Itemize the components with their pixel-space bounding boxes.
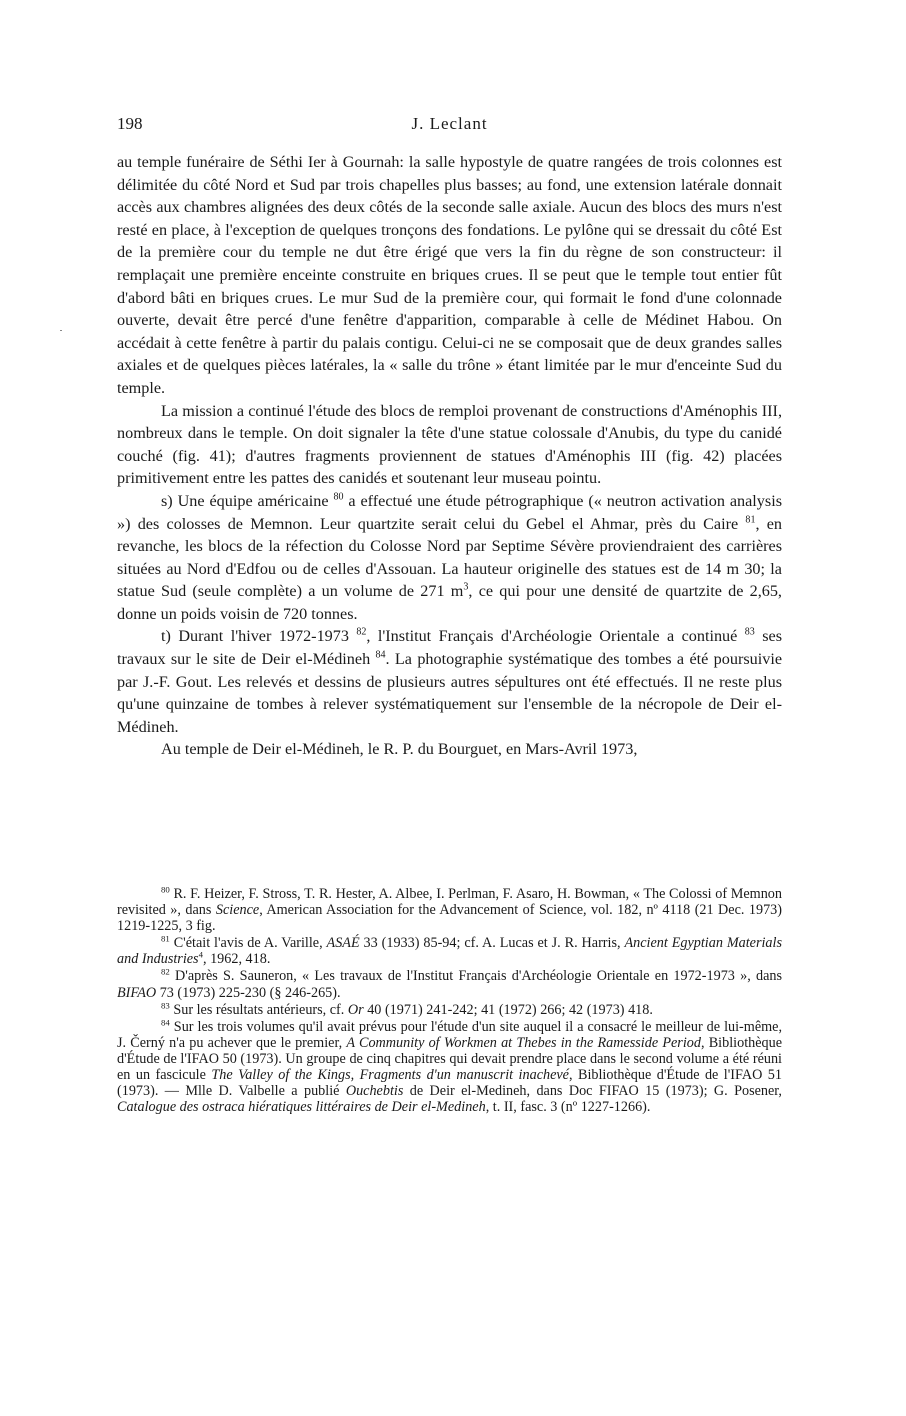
- footnote-text: 40 (1971) 241-242; 41 (1972) 266; 42 (1973) 418.: [363, 1001, 653, 1018]
- running-head: J. Leclant: [411, 114, 488, 133]
- footnote: [117, 935, 782, 967]
- book-title: Ouchebtis: [345, 1083, 404, 1100]
- footnote-number: 83: [161, 999, 170, 1010]
- footnote-ref[interactable]: 81: [745, 514, 756, 526]
- footnote-ref[interactable]: 84: [375, 649, 386, 661]
- footnote: [117, 1019, 782, 1116]
- footnote: [117, 886, 782, 934]
- text-run: ses travaux sur le site de Deir el-Médineh: [117, 627, 782, 669]
- text-run: , en revanche, les blocs de la réfection du Colosse Nord par Septime Sévère proviendraient des carrières situées au Nord d'Edfou ou de celles d'Assouan. La hauteur originelle des statues est de 14 m 30; la statue Sud (seule complète) a un volume de 271 m: [117, 514, 783, 601]
- footnote-text: , 1962, 418.: [202, 951, 271, 968]
- footnote-number: 80: [161, 884, 170, 895]
- margin-mark: [60, 330, 62, 331]
- footnotes: [117, 886, 782, 1116]
- footnote-text: de Deir el-Medineh, dans Doc FIFAO 15 (1973); G. Posener,: [403, 1083, 782, 1100]
- text-run: t) Durant l'hiver 1972-1973: [161, 627, 357, 646]
- text-run: , ce qui pour une densité de quartzite de 2,65, donne un poids voisin de 720 tonnes.: [117, 582, 782, 623]
- book-title: A Community of Workmen at Thebes in the Ramesside Period: [346, 1034, 701, 1051]
- text-run: a effectué une étude pétrographique (« neutron activation analysis ») des colosses de Memnon. Leur quartzite serait celui du Gebel el Ahmar, près du Caire: [117, 491, 782, 533]
- footnote-number: 84: [161, 1017, 170, 1028]
- footnote-text: D'après S. Sauneron, « Les travaux de l'Institut Français d'Archéologie Orientale en 1972-1973 », dans: [169, 968, 782, 985]
- footnote-number: 82: [161, 966, 170, 977]
- page-header: [117, 114, 782, 140]
- footnote-text: , Bibliothèque d'Étude de l'IFAO 51 (1973). — Mlle D. Valbelle a publié: [117, 1067, 782, 1100]
- footnote-ref[interactable]: 80: [333, 491, 344, 503]
- journal-title: Science: [215, 902, 260, 919]
- footnote: [117, 999, 782, 1018]
- footnote-text: , American Association for the Advancement of Science, vol. 182, nº 4118 (21 Dec. 1973) 1219-1225, 3 fig.: [117, 902, 782, 935]
- text-run: . La photographie systématique des tombes a été poursuivie par J.-F. Gout. Les relevés et dessins de plusieurs autres sépultures ont été effectués. Il ne reste plus qu'une quinzaine de tombes à relever systématiquement sur l'ensemble de la nécropole de Deir el-Médineh.: [117, 650, 783, 736]
- book-title: Catalogue des ostraca hiératiques littéraires de Deir el-Medineh: [117, 1099, 486, 1116]
- journal-title: Or: [347, 1001, 364, 1018]
- paragraph: [117, 490, 782, 626]
- journal-title: BIFAO: [117, 984, 157, 1001]
- footnote-ref[interactable]: 82: [356, 627, 367, 639]
- footnote: [117, 968, 782, 1000]
- main-text: [117, 151, 782, 761]
- footnote-number: 81: [161, 933, 170, 944]
- paragraph: au temple funéraire de Séthi Ier à Gournah: la salle hypostyle de quatre rangées de trois colonnes est délimitée du côté Nord et Sud par trois chapelles plus basses; au fond, une extension latérale donnait accès aux chambres alignées des deux côtés de la seconde salle axiale. Aucun des blocs des murs n'est resté en place, à l'exception de quelques tronçons des fondations. Le pylône qui se dressait du côté Est de la première cour du temple ne dut être érigé que vers la fin du règne de son constructeur: il remplaçait une première enceinte construite en briques crues. Il se peut que le temple tout entier fût d'abord bâti en briques crues. Le mur Sud de la première cour, qui formait le fond d'une colonnade ouverte, devait être percé d'une fenêtre d'apparition, comparable à celle de Médinet Habou. On accédait à cette fenêtre à partir du palais contigu. Celui-ci ne se composait que de deux grandes salles axiales et de quelques pièces latérales, la « salle du trône » étant limitée par le mur d'enceinte Sud du temple.: [117, 153, 782, 397]
- footnote-text: Sur les trois volumes qu'il avait prévus pour l'étude d'un site auquel il a consacré le meilleur de lui-même, J. Černý n'a pu achever que le premier,: [117, 1018, 782, 1051]
- footnote-text: , t. II, fasc. 3 (nº 1227-1266).: [485, 1099, 651, 1116]
- book-title: Ancient Egyptian Materials and Industries: [117, 935, 782, 968]
- exponent: 3: [463, 581, 469, 593]
- footnote-text: C'était l'avis de A. Varille,: [169, 935, 327, 952]
- footnote-text: 33 (1933) 85-94; cf. A. Lucas et J. R. Harris,: [359, 935, 625, 952]
- footnote-text: Sur les résultats antérieurs, cf.: [169, 1001, 348, 1018]
- book-title: The Valley of the Kings, Fragments d'un manuscrit inachevé: [211, 1067, 569, 1084]
- footnote-text: , Bibliothèque d'Étude de l'IFAO 50 (1973). Un groupe de cinq chapitres qui devait prendre place dans le second volume a été réuni en un fascicule: [117, 1034, 783, 1084]
- paragraph: [117, 625, 782, 738]
- page-number: 198: [117, 114, 143, 133]
- footnote-text: 73 (1973) 225-230 (§ 246-265).: [156, 984, 341, 1001]
- paragraph: La mission a continué l'étude des blocs de remploi provenant de constructions d'Aménophis III, nombreux dans le temple. On doit signaler la tête d'une statue colossale d'Anubis, du type du canidé couché (fig. 41); d'autres fragments proviennent de statues d'Aménophis III (fig. 42) placées primitivement entre les pattes des canidés et soutenant leur museau pointu.: [117, 401, 782, 488]
- paragraph: Au temple de Deir el-Médineh, le R. P. du Bourguet, en Mars-Avril 1973,: [161, 740, 638, 759]
- footnote-ref[interactable]: 83: [744, 627, 755, 639]
- footnote-text: R. F. Heizer, F. Stross, T. R. Hester, A. Albee, I. Perlman, F. Asaro, H. Bowman, « The Colossi of Memnon revisited », dans: [117, 886, 782, 919]
- text-run: , l'Institut Français d'Archéologie Orientale a continué: [366, 627, 745, 646]
- journal-title: ASAÉ: [326, 935, 360, 952]
- text-run: s) Une équipe américaine: [161, 491, 334, 510]
- edition-number: 4: [198, 949, 203, 960]
